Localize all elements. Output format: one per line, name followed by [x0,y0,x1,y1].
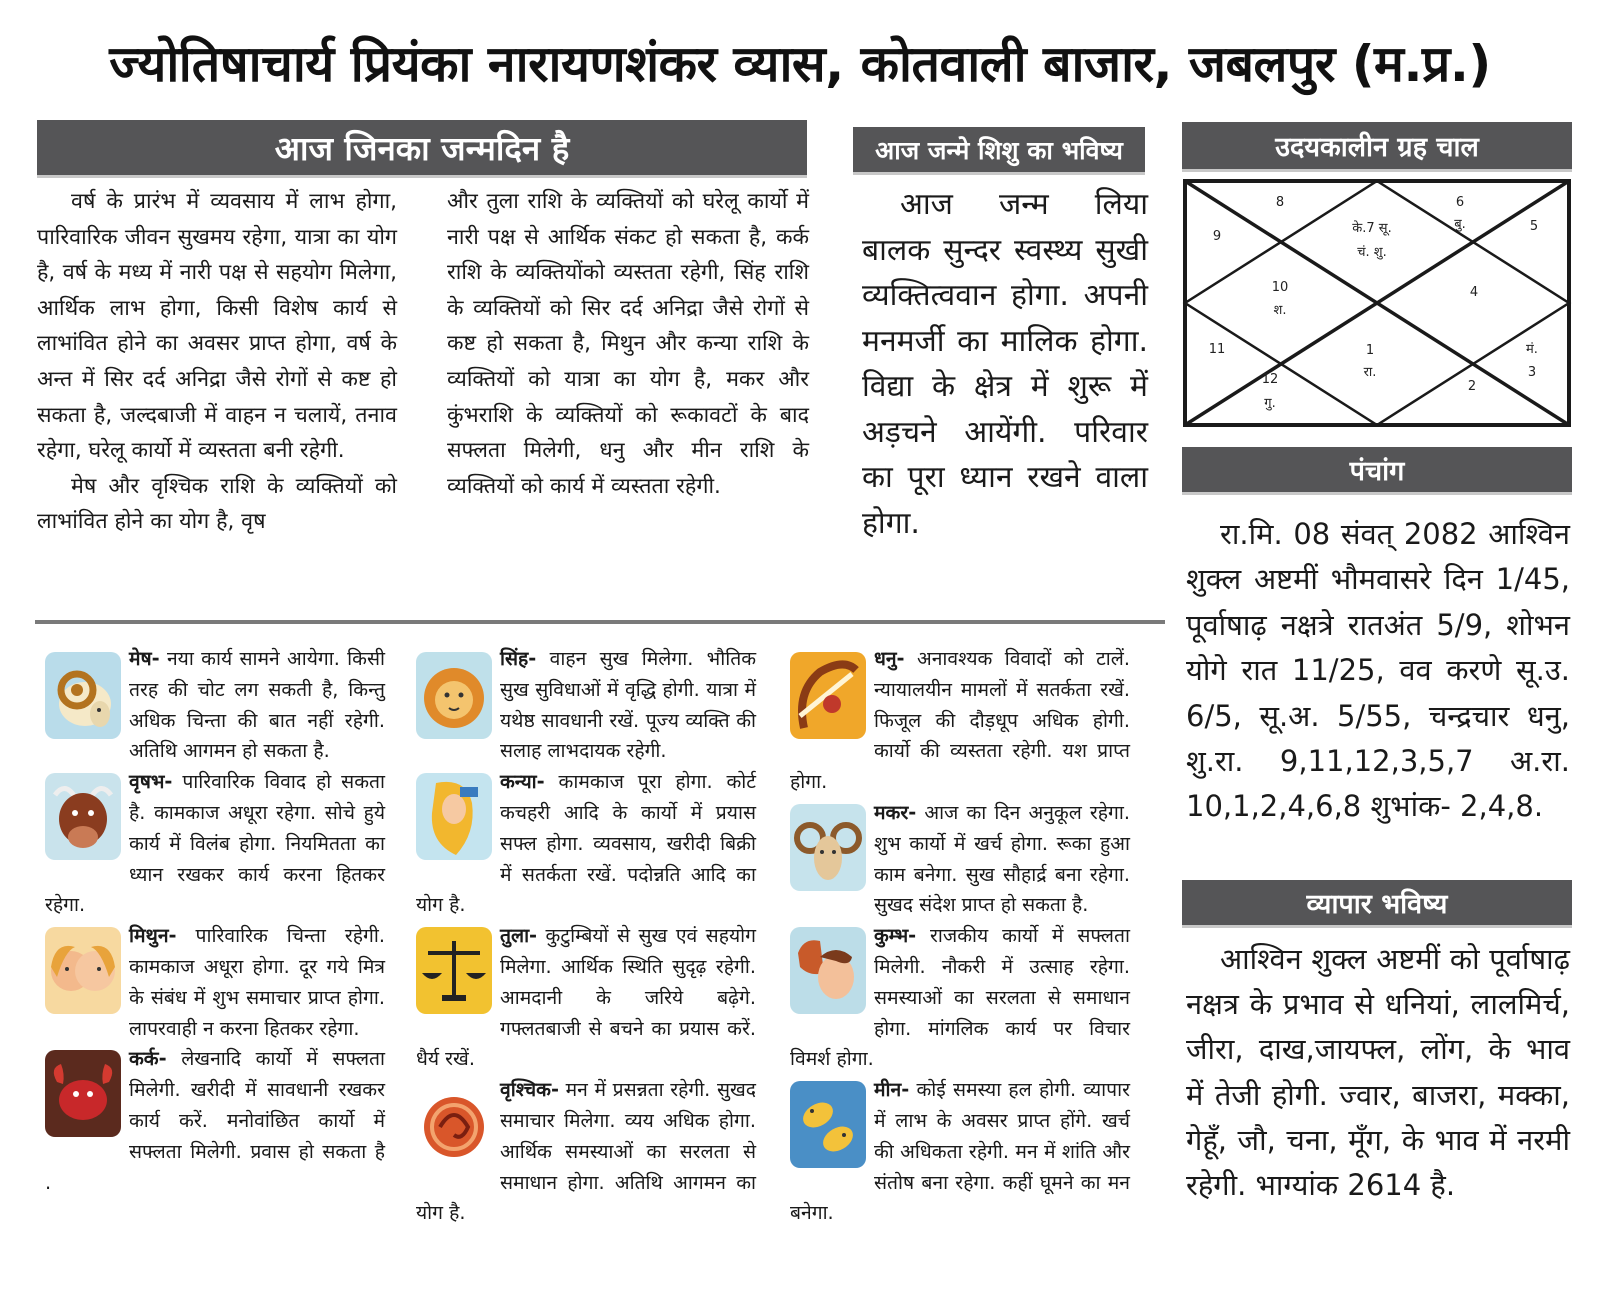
ram-icon [45,652,121,739]
page-title: ज्योतिषाचार्य प्रियंका नारायणशंकर व्यास, कोतवाली बाजार, जबलपुर (म.प्र.) [109,35,1491,93]
house-7-planets: के.7 सू. [1352,221,1392,236]
house-3-number: 3 [1527,365,1537,380]
house-11-number: 11 [1208,342,1226,357]
rashi-text: पारिवारिक चिन्ता रहेगी. कामकाज अधूरा होगा. दूर गये मित्र के संबंध में शुभ समाचार प्राप्त होगा. लापरवाही न करना हितकर रहेगा. [129,924,385,1040]
twins-icon [45,927,121,1014]
house-12-number: 12 [1261,372,1279,387]
rashi-text: अनावश्यक विवादों को टालें. न्यायालयीन मामलों में सतर्कता रखें. फिजूल की दौड़धूप अधिक होगी. कार्यो की व्यस्तता रहेगी. यश प्राप्त होगा. [790,647,1130,794]
rashi-text: राजकीय कार्यो में सफ्लता मिलेगी. नौकरी में उत्साह रहेगा. समस्याओं का सरलता से समाधान होगा. मांगलिक कार्य पर विचार विमर्श होगा. [790,924,1130,1071]
rashifal-column-3 [790,644,1130,1229]
birthday-column-1 [37,184,397,540]
rashi-text: नया कार्य सामने आयेगा. किसी तरह की चोट लग सकती है, किन्तु अधिक चिन्ता की बात नहीं रहेगी. अतिथि आगमन हो सकता है. [129,647,385,763]
house-7-planets: चं. शु. [1357,245,1387,260]
bull-icon [45,773,121,860]
house-9-number: 9 [1212,229,1222,244]
rashi-kumbh [790,921,1130,1075]
rashi-text: कोई समस्या हल होगी. व्यापार में लाभ के अवसर प्राप्त होंगे. खर्च की अधिकता रहेगी. मन में शांति और संतोष बना रहेगा. कहीं घूमने का मन बनेगा. [790,1078,1130,1225]
rashi-name: सिंह- [500,647,537,670]
rashi-name: मेष- [129,647,160,670]
rashi-name: वृश्चिक- [500,1078,559,1102]
rashi-mesh [45,644,385,767]
house-6-number: 6 [1455,195,1465,210]
rashi-dhanu [790,644,1130,798]
rashi-name: कुम्भ- [874,924,917,948]
rashifal-column-2 [416,644,756,1229]
lion-icon [416,652,492,739]
birthday-paragraph: और तुला राशि के व्यक्तियों को घरेलू कार्यो में नारी पक्ष से आर्थिक संकट हो सकता है, कर्क राशि के व्यक्तियोंको व्यस्तता रहेगी, सिंह राशि के व्यक्तियों को सिर दर्द अनिद्रा जैसे रोगों से कष्ट हो सकता है, मिथुन और कन्या राशि के व्यक्तियों को यात्रा का योग है, मकर और कुंभराशि के व्यक्तियों को रूकावटों के बाद सफ्लता मिलेगी, धनु और मीन राशि के व्यक्तियों को कार्य में व्यस्तता रहेगी. [447,189,809,499]
rashi-name: कर्क- [129,1047,167,1071]
goat-icon [790,804,866,891]
rashi-kanya [416,767,756,921]
house-5-number: 5 [1529,219,1539,234]
rashi-name: कन्या- [500,770,545,794]
birthday-column-2 [447,184,809,504]
house-12-planets: गु. [1264,396,1276,411]
rashi-text: कामकाज पूरा होगा. कोर्ट कचहरी आदि के कार्यो में प्रयास सफ्ल होगा. व्यवसाय, खरीदी बिक्री में सतर्कता रखें. पदोन्नति आदि का योग है. [416,770,756,917]
rashi-meen [790,1075,1130,1229]
house-2-number: 2 [1467,379,1477,394]
rashi-text: वाहन सुख मिलेगा. भौतिक सुख सुविधाओं में वृद्धि होगी. यात्रा में यथेष्ठ सावधानी रखें. पूज्य व्यक्ति की सलाह लाभदायक रहेगी. [500,647,756,763]
rashi-text: लेखनादि कार्यो में सफ्लता मिलेगी. खरीदी में सावधानी रखकर कार्य करें. मनोवांछित कार्यो में सफ्लता मिलेगी. प्रवास हो सकता है . [45,1047,385,1194]
rashi-makar [790,798,1130,921]
planet-chart [1182,178,1572,428]
panchang-heading: पंचांग [1182,447,1572,495]
house-10-number: 10 [1271,280,1289,295]
rashi-text: मन में प्रसन्नता रहेगी. सुखद समाचार मिलेगा. व्यय अधिक होगा. आर्थिक समस्याओं का सरलता से समाधान होगा. अतिथि आगमन का योग है. [416,1078,756,1225]
panchang-text: रा.मि. 08 संवत् 2082 आश्विन शुक्ल अष्टमीं भौमवासरे दिन 1/45, पूर्वाषाढ़ नक्षत्रे रातअंत 5/9, शोभन योगे रात 11/25, वव करणे सू.उ. 6/5, सू.अ. 5/55, चन्द्रचार धनु, शु.रा. 9,11,12,3,5,7 अ.रा. 10,1,2,4,6,8 शुभांक- 2,4,8. [1186,517,1570,824]
rashi-name: मीन- [874,1078,910,1102]
house-1-planets: रा. [1363,365,1377,380]
rashi-name: तुला- [500,924,538,948]
house-4-number: 4 [1469,285,1479,300]
rashi-vrishabh [45,767,385,921]
fish-icon [790,1081,866,1168]
section-divider [35,620,1165,624]
rashi-singh [416,644,756,767]
birthday-paragraph: मेष और वृश्चिक राशि के व्यक्तियों को लाभांवित होने का योग है, वृष [37,473,397,535]
scales-icon [416,927,492,1014]
rashi-text: आज का दिन अनुकूल रहेगा. शुभ कार्यो में खर्च होगा. रूका हुआ काम बनेगा. सुख सौहार्द्र बना रहेगा. सुखद संदेश प्राप्त हो सकता है. [874,800,1130,917]
child-forecast: आज जन्म लिया बालक सुन्दर स्वस्थ्य सुखी व्यक्तित्ववान होगा. अपनी मनमर्जी का मालिक होगा. विद्या के क्षेत्र में शुरू में अड़चने आयेंगी. परिवार का पूरा ध्यान रखने वाला होगा. [862,187,1148,541]
trade-forecast: आश्विन शुक्ल अष्टमीं को पूर्वाषाढ़ नक्षत्र के प्रभाव से धनियां, लालमिर्च, जीरा, दाख,जायफ्ल, लोंग, के भाव में तेजी होगी. ज्वार, बाजरा, मक्का, गेहूँ, जौ, चना, मूँग, के भाव में नरमी रहेगी. भाग्यांक 2614 है. [1186,942,1570,1203]
birthday-paragraph: वर्ष के प्रारंभ में व्यवसाय में लाभ होगा, पारिवारिक जीवन सुखमय रहेगा, यात्रा का योग है, वर्ष के मध्य में नारी पक्ष से सहयोग मिलेगा, आर्थिक लाभ होगा, किसी विशेष कार्य से लाभांवित होने का अवसर प्राप्त होगा, वर्ष के अन्त में सिर दर्द अनिद्रा जैसे रोगों से कष्ट हो सकता है, जल्दबाजी में वाहन न चलायें, तनाव रहेगा, घरेलू कार्यो में व्यस्तता बनी रहेगी. [37,189,397,464]
rashifal-column-1 [45,644,385,1198]
house-10-planets: श. [1273,303,1287,318]
house-8-number: 8 [1275,195,1285,210]
house-1-number: 1 [1365,343,1375,358]
rashi-name: धनु- [874,647,905,670]
trade-heading: व्यापार भविष्य [1182,880,1572,928]
rashi-mithun [45,921,385,1044]
rashi-name: वृषभ- [129,770,173,794]
scorpion-icon [416,1081,492,1168]
rashi-text: पारिवारिक विवाद हो सकता है. कामकाज अधूरा रहेगा. सोचे हुये कार्य में विलंब होगा. नियमितता का ध्यान रखकर कार्य करना हितकर रहेगा. [45,770,385,917]
archer-icon [790,652,866,739]
maiden-icon [416,773,492,860]
house-3-planets: मं. [1526,342,1538,357]
planets-heading: उदयकालीन ग्रह चाल [1182,122,1572,172]
crab-icon [45,1050,121,1137]
rashi-text: कुटुम्बियों से सुख एवं सहयोग मिलेगा. आर्थिक स्थिति सुदृढ़ रहेगी. आमदानी के जरिये बढ़ेगे. गफ्लतबाजी से बचने का प्रयास करें. धैर्य रखें. [416,924,756,1071]
house-6-planets: बु. [1454,217,1466,232]
birthday-heading: आज जिनका जन्मदिन है [37,120,807,178]
rashi-name: मिथुन- [129,924,177,948]
rashi-tula [416,921,756,1075]
rashi-name: मकर- [874,800,917,824]
water-bearer-icon [790,927,866,1014]
child-heading: आज जन्मे शिशु का भविष्य [853,127,1145,175]
rashi-kark [45,1044,385,1198]
rashi-vrishchik [416,1075,756,1229]
